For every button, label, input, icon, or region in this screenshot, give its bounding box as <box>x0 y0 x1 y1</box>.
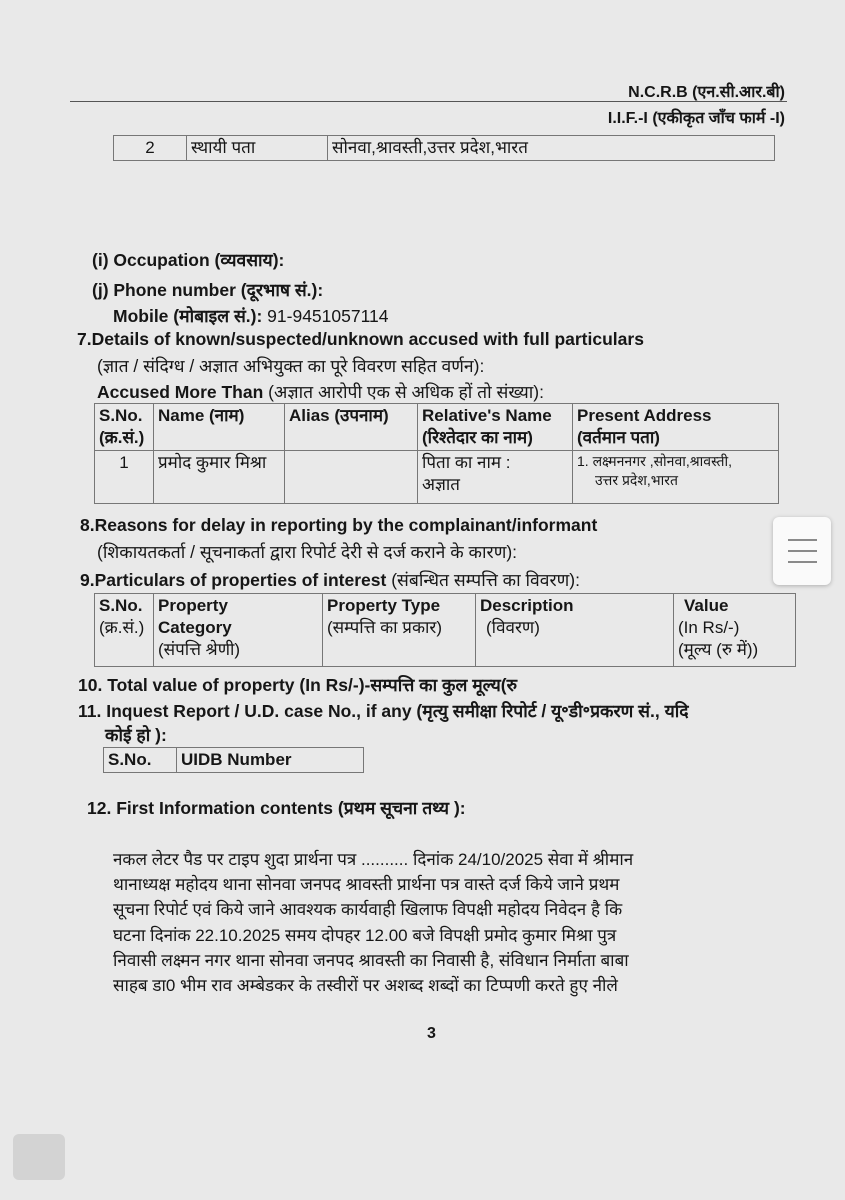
accused-row <box>95 451 779 504</box>
accused-address: 1. लक्ष्मननगर ,सोनवा,श्रावस्ती, उत्तर प्रदेश,भारत <box>573 451 779 504</box>
section8-title: 8.Reasons for delay in reporting by the complainant/informant <box>80 515 598 535</box>
section7-subtitle: (ज्ञात / संदिग्ध / अज्ञात अभियुक्त का पूरे विवरण सहित वर्णन): <box>97 356 485 376</box>
accused-table <box>94 403 779 504</box>
fir-line: नकल लेटर पैड पर टाइप शुदा प्रार्थना पत्र .......... दिनांक 24/10/2025 सेवा में श्रीमान <box>113 850 634 869</box>
accused-more-than <box>97 380 544 404</box>
fir-line: थानाध्यक्ष महोदय थाना सोनवा जनपद श्रावस्ती प्रार्थना पत्र वास्ते दर्ज किये जाने प्रथम <box>113 875 620 895</box>
mobile-value: 91-9451057114 <box>267 306 389 326</box>
uidb-col-number: UIDB Number <box>177 748 364 773</box>
fir-line: निवासी लक्ष्मन नगर थाना सोनवा जनपद श्रावस्ती का निवासी है, संविधान निर्माता बाबा <box>113 950 629 970</box>
accused-col-alias: Alias (उपनाम) <box>285 404 418 451</box>
address-sno: 2 <box>114 136 187 161</box>
section9-title-bold: 9.Particulars of properties of interest <box>80 570 387 590</box>
fir-line: सूचना रिपोर्ट एवं किये जाने आवश्यक कार्यवाही खिलाफ विपक्षी महोदय निवेदन है कि <box>113 900 623 920</box>
header-rule <box>70 101 787 102</box>
form-header: I.I.F.-I (एकीकृत जाँच फार्म -I) <box>607 110 785 127</box>
accused-more-bold: Accused More Than <box>97 382 264 402</box>
occupation-label: (i) Occupation (व्यवसाय): <box>92 250 285 270</box>
prop-col-sno: S.No. (क्र.सं.) <box>95 594 154 667</box>
page-number: 3 <box>427 1025 436 1042</box>
accused-col-relative: Relative's Name (रिश्तेदार का नाम) <box>418 404 573 451</box>
accused-sno: 1 <box>95 451 154 504</box>
phone-label: (j) Phone number (दूरभाष सं.): <box>92 280 324 300</box>
prop-col-category: Property Category (संपत्ति श्रेणी) <box>154 594 323 667</box>
properties-table <box>94 593 796 667</box>
uidb-table <box>103 747 364 773</box>
menu-button[interactable] <box>773 517 831 585</box>
accused-more-rest: (अज्ञात आरोपी एक से अधिक हों तो संख्या): <box>263 382 544 402</box>
section11-line1: 11. Inquest Report / U.D. case No., if any (मृत्यु समीक्षा रिपोर्ट / यू॰डी॰प्रकरण सं., यदि <box>78 701 689 721</box>
ncrb-header: N.C.R.B (एन.सी.आर.बी) <box>628 84 785 101</box>
fir-line: घटना दिनांक 22.10.2025 समय दोपहर 12.00 बजे विपक्षी प्रमोद कुमार मिश्रा पुत्र <box>113 925 617 945</box>
accused-col-sno: S.No. (क्र.सं.) <box>95 404 154 451</box>
section7-title: 7.Details of known/suspected/unknown accused with full particulars <box>77 329 644 349</box>
section9-title <box>80 568 580 592</box>
section9-title-rest: (संबन्धित सम्पत्ति का विवरण): <box>386 570 581 590</box>
corner-button[interactable] <box>13 1134 65 1180</box>
section12-title: 12. First Information contents (प्रथम सूचना तथ्य ): <box>87 798 466 818</box>
mobile-label: Mobile (मोबाइल सं.): <box>113 306 263 326</box>
accused-alias <box>285 451 418 504</box>
section10-title: 10. Total value of property (In Rs/-)-सम्पत्ति का कुल मूल्य(रु <box>78 675 518 695</box>
accused-header-row <box>95 404 779 451</box>
address-label: स्थायी पता <box>187 136 328 161</box>
permanent-address-table <box>113 135 775 161</box>
fir-line: साहब डा0 भीम राव अम्बेडकर के तस्वीरों पर अशब्द शब्दों का टिप्पणी करते हुए नीले <box>113 976 618 996</box>
uidb-header-row <box>104 748 364 773</box>
mobile-line <box>113 304 389 328</box>
uidb-col-sno: S.No. <box>104 748 177 773</box>
accused-col-name: Name (नाम) <box>154 404 285 451</box>
properties-header-row <box>95 594 796 667</box>
accused-col-address: Present Address (वर्तमान पता) <box>573 404 779 451</box>
prop-col-value: Value (In Rs/-) (मूल्य (रु में)) <box>674 594 796 667</box>
section11-line2: कोई हो ): <box>105 725 167 745</box>
accused-name: प्रमोद कुमार मिश्रा <box>154 451 285 504</box>
section8-subtitle: (शिकायतकर्ता / सूचनाकर्ता द्वारा रिपोर्ट देरी से दर्ज कराने के कारण): <box>97 542 518 562</box>
address-value: सोनवा,श्रावस्ती,उत्तर प्रदेश,भारत <box>328 136 775 161</box>
prop-col-type: Property Type (सम्पत्ति का प्रकार) <box>323 594 476 667</box>
prop-col-description: Description (विवरण) <box>476 594 674 667</box>
accused-relative: पिता का नाम : अज्ञात <box>418 451 573 504</box>
fir-contents <box>113 847 713 998</box>
